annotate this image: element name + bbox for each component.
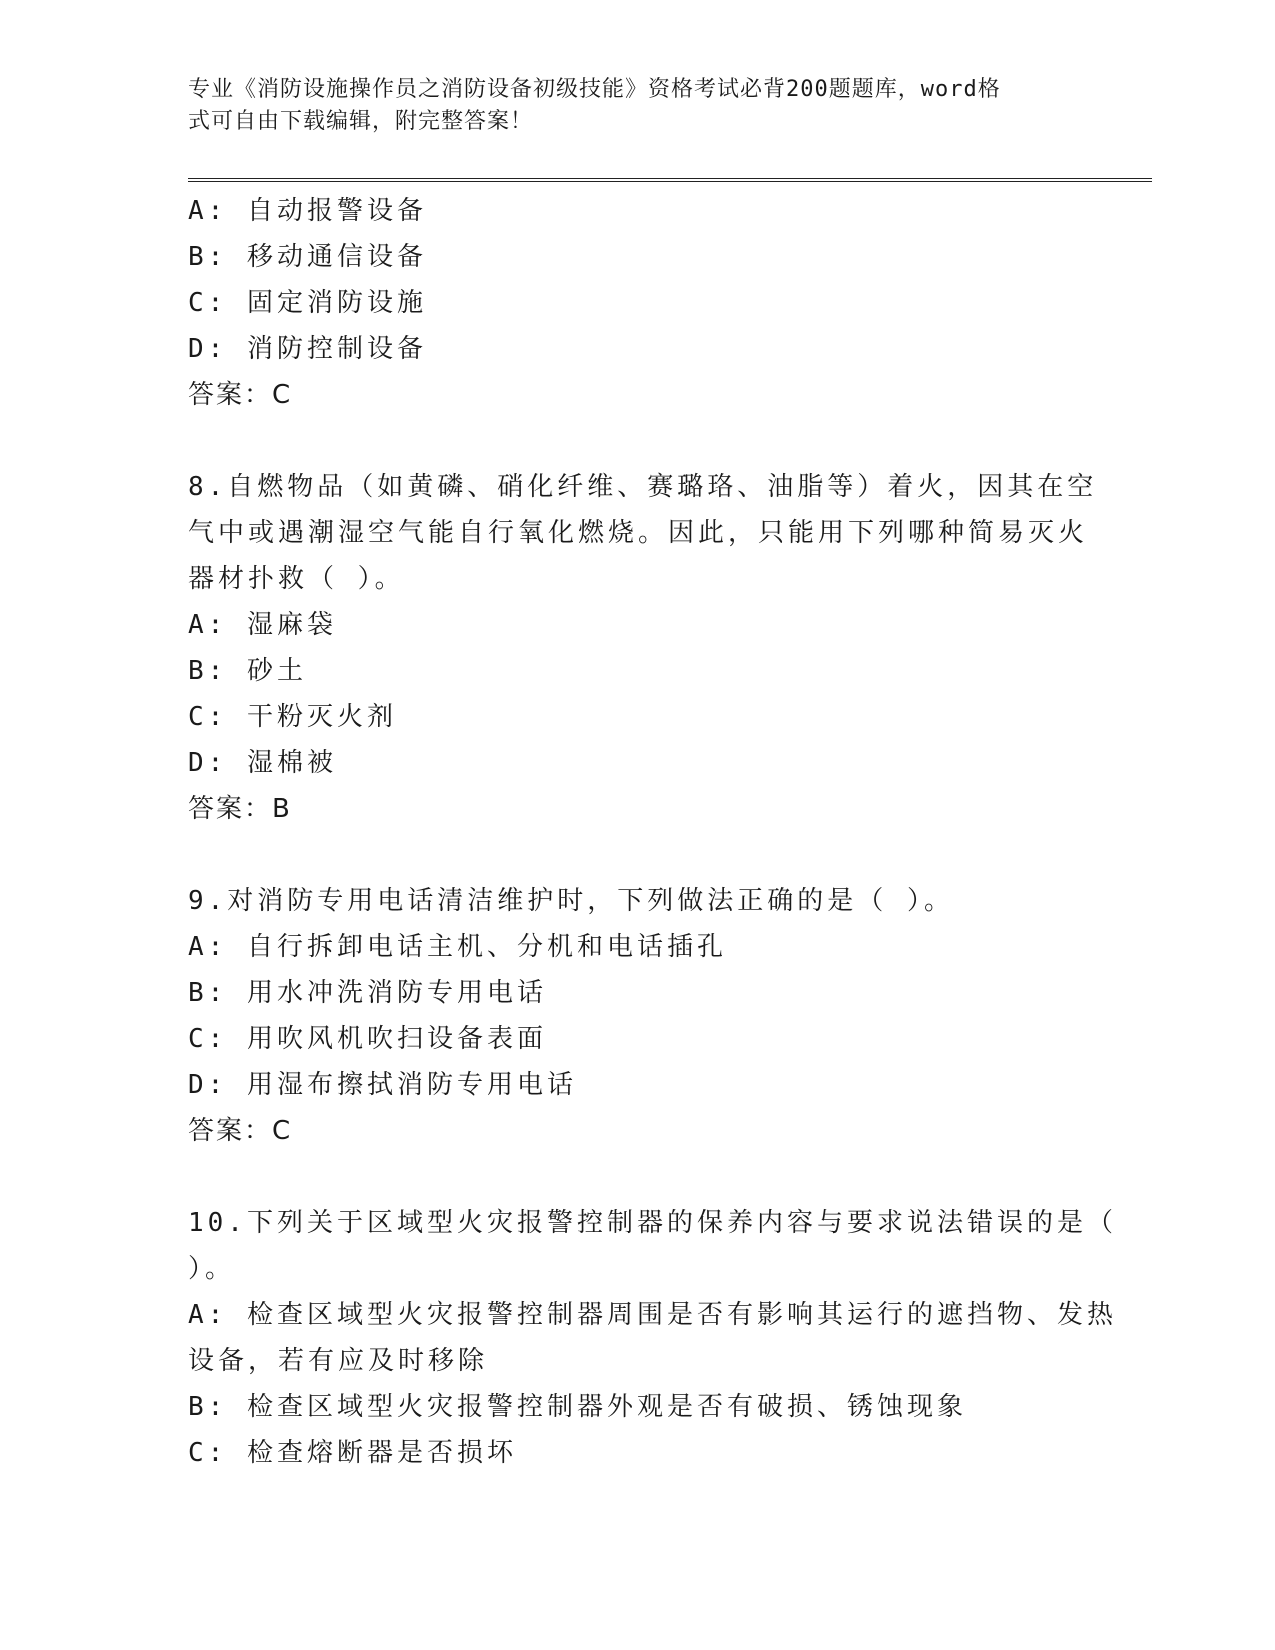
option-b: B: 砂土 xyxy=(188,656,307,686)
option-a-continued: 设备，若有应及时移除 xyxy=(188,1346,489,1376)
question-10 xyxy=(188,1200,1117,1476)
spacer xyxy=(188,1154,1088,1200)
option-b: B: 移动通信设备 xyxy=(188,242,427,272)
answer: 答案：C xyxy=(188,380,293,410)
document-header xyxy=(188,74,1068,138)
question-7 xyxy=(188,188,1088,418)
option-c: C: 固定消防设施 xyxy=(188,288,427,318)
option-b: B: 用水冲洗消防专用电话 xyxy=(188,978,547,1008)
option-d: D: 湿棉被 xyxy=(188,748,337,778)
option-a: A: 湿麻袋 xyxy=(188,610,337,640)
question-9 xyxy=(188,878,1088,1154)
question-stem-line: 9.对消防专用电话清洁维护时，下列做法正确的是（ ）。 xyxy=(188,886,954,916)
question-stem-line: 器材扑救（ ）。 xyxy=(188,564,405,594)
spacer xyxy=(188,832,1088,878)
question-stem-line: 气中或遇潮湿空气能自行氧化燃烧。因此，只能用下列哪种简易灭火 xyxy=(188,518,1089,548)
spacer xyxy=(188,418,1088,464)
option-d: D: 消防控制设备 xyxy=(188,334,427,364)
option-c: C: 干粉灭火剂 xyxy=(188,702,397,732)
question-stem-line: 8.自燃物品（如黄磷、硝化纤维、赛璐珞、油脂等）着火，因其在空 xyxy=(188,472,1098,502)
option-a: A: 检查区域型火灾报警控制器周围是否有影响其运行的遮挡物、发热 xyxy=(188,1300,1117,1330)
option-a: A: 自动报警设备 xyxy=(188,196,427,226)
header-line-2: 式可自由下载编辑，附完整答案！ xyxy=(188,109,534,134)
answer: 答案：C xyxy=(188,1116,293,1146)
question-8 xyxy=(188,464,1098,832)
option-d: D: 用湿布擦拭消防专用电话 xyxy=(188,1070,577,1100)
header-line-1: 专业《消防设施操作员之消防设备初级技能》资格考试必背200题题库，word格 xyxy=(188,77,1001,102)
option-b: B: 检查区域型火灾报警控制器外观是否有破损、锈蚀现象 xyxy=(188,1392,967,1422)
option-a: A: 自行拆卸电话主机、分机和电话插孔 xyxy=(188,932,727,962)
option-c: C: 用吹风机吹扫设备表面 xyxy=(188,1024,547,1054)
answer: 答案：B xyxy=(188,794,292,824)
question-stem-line: 10.下列关于区域型火灾报警控制器的保养内容与要求说法错误的是（ xyxy=(188,1208,1117,1238)
header-divider xyxy=(188,178,1152,182)
option-c: C: 检查熔断器是否损坏 xyxy=(188,1438,517,1468)
question-list xyxy=(188,188,1117,1476)
question-stem-line: ）。 xyxy=(188,1254,236,1284)
